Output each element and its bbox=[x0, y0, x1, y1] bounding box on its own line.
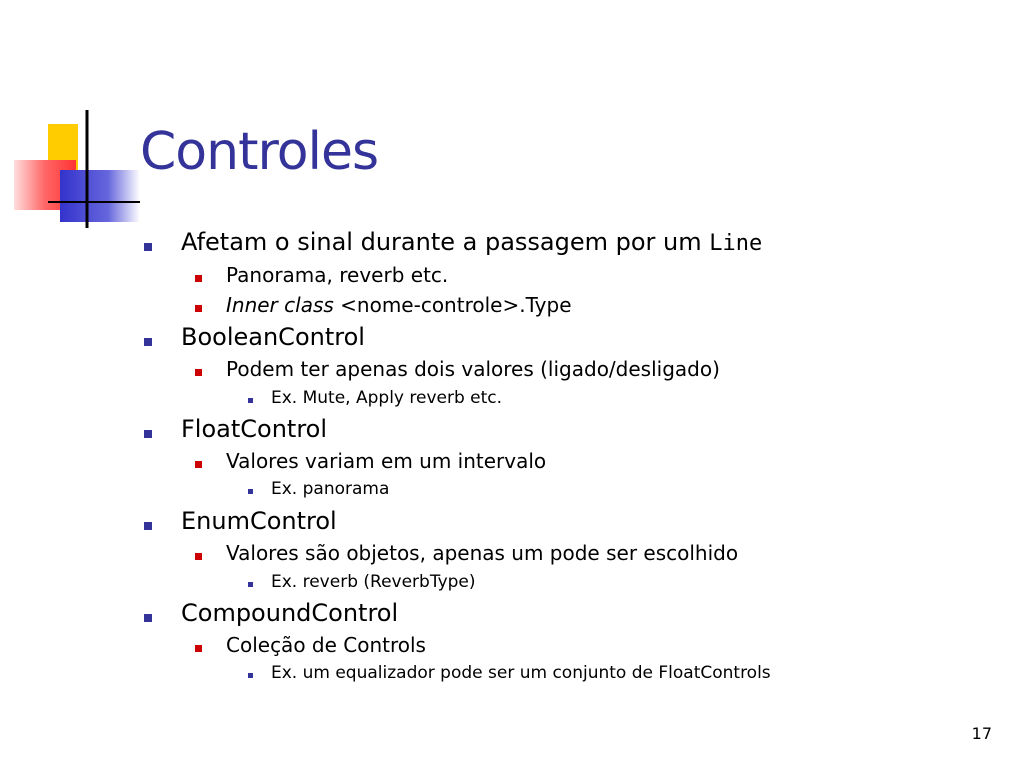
bullet-item-level-2 bbox=[226, 357, 720, 381]
bullet-text: Coleção de Controls bbox=[226, 633, 426, 657]
bullet-text: BooleanControl bbox=[181, 323, 365, 351]
bullet-text: Valores variam em um intervalo bbox=[226, 449, 547, 473]
bullet-item-level-2 bbox=[226, 449, 546, 473]
bullet-item-level-2 bbox=[226, 633, 426, 657]
bullet-item-level-1 bbox=[181, 507, 337, 535]
bullet-text: Ex. um equalizador pode ser um conjunto de FloatControls bbox=[271, 663, 771, 683]
bullet-marker-level-2 bbox=[195, 553, 202, 560]
bullet-code-text: Line bbox=[709, 231, 763, 256]
bullet-marker-level-2 bbox=[195, 275, 202, 282]
bullet-item-level-1 bbox=[181, 415, 327, 443]
bullet-item-level-2 bbox=[226, 541, 738, 565]
bullet-item-level-2 bbox=[226, 263, 448, 287]
bullet-marker-level-1 bbox=[144, 338, 152, 346]
bullet-item-level-3 bbox=[271, 663, 771, 683]
bullet-marker-level-1 bbox=[144, 614, 152, 622]
bullet-text: CompoundControl bbox=[181, 599, 399, 627]
bullet-marker-level-1 bbox=[144, 522, 152, 530]
bullet-item-level-1 bbox=[181, 323, 365, 351]
bullet-text: <nome-controle>.Type bbox=[333, 293, 572, 317]
bullet-text: FloatControl bbox=[181, 415, 328, 443]
bullet-marker-level-3 bbox=[248, 673, 253, 678]
bullet-text: EnumControl bbox=[181, 507, 337, 535]
bullet-marker-level-3 bbox=[248, 582, 253, 587]
bullet-text: Ex. reverb (ReverbType) bbox=[271, 572, 476, 592]
bullet-text: Ex. panorama bbox=[271, 479, 390, 499]
bullet-marker-level-1 bbox=[144, 243, 152, 251]
bullet-marker-level-2 bbox=[195, 369, 202, 376]
bullet-item-level-3 bbox=[271, 572, 476, 592]
bullet-text: Panorama, reverb etc. bbox=[226, 263, 449, 287]
bullet-item-level-2 bbox=[226, 293, 572, 317]
bullet-marker-level-2 bbox=[195, 461, 202, 468]
bullet-marker-level-2 bbox=[195, 645, 202, 652]
bullet-marker-level-1 bbox=[144, 430, 152, 438]
bullet-item-level-3 bbox=[271, 479, 389, 499]
bullet-item-level-1 bbox=[181, 599, 398, 627]
bullet-text: Podem ter apenas dois valores (ligado/desligado) bbox=[226, 357, 720, 381]
bullet-text: Ex. Mute, Apply reverb etc. bbox=[271, 388, 503, 408]
bullet-item-level-1 bbox=[181, 228, 762, 256]
slide-title: Controles bbox=[140, 122, 379, 182]
bullet-text: Valores são objetos, apenas um pode ser escolhido bbox=[226, 541, 739, 565]
bullet-item-level-3 bbox=[271, 388, 502, 408]
decor-blue-square bbox=[60, 170, 140, 222]
bullet-text: Afetam o sinal durante a passagem por um bbox=[181, 228, 710, 256]
bullet-marker-level-3 bbox=[248, 398, 253, 403]
bullet-marker-level-3 bbox=[248, 489, 253, 494]
page-number: 17 bbox=[971, 724, 992, 743]
bullet-italic-text: Inner class bbox=[226, 293, 334, 317]
bullet-marker-level-2 bbox=[195, 305, 202, 312]
